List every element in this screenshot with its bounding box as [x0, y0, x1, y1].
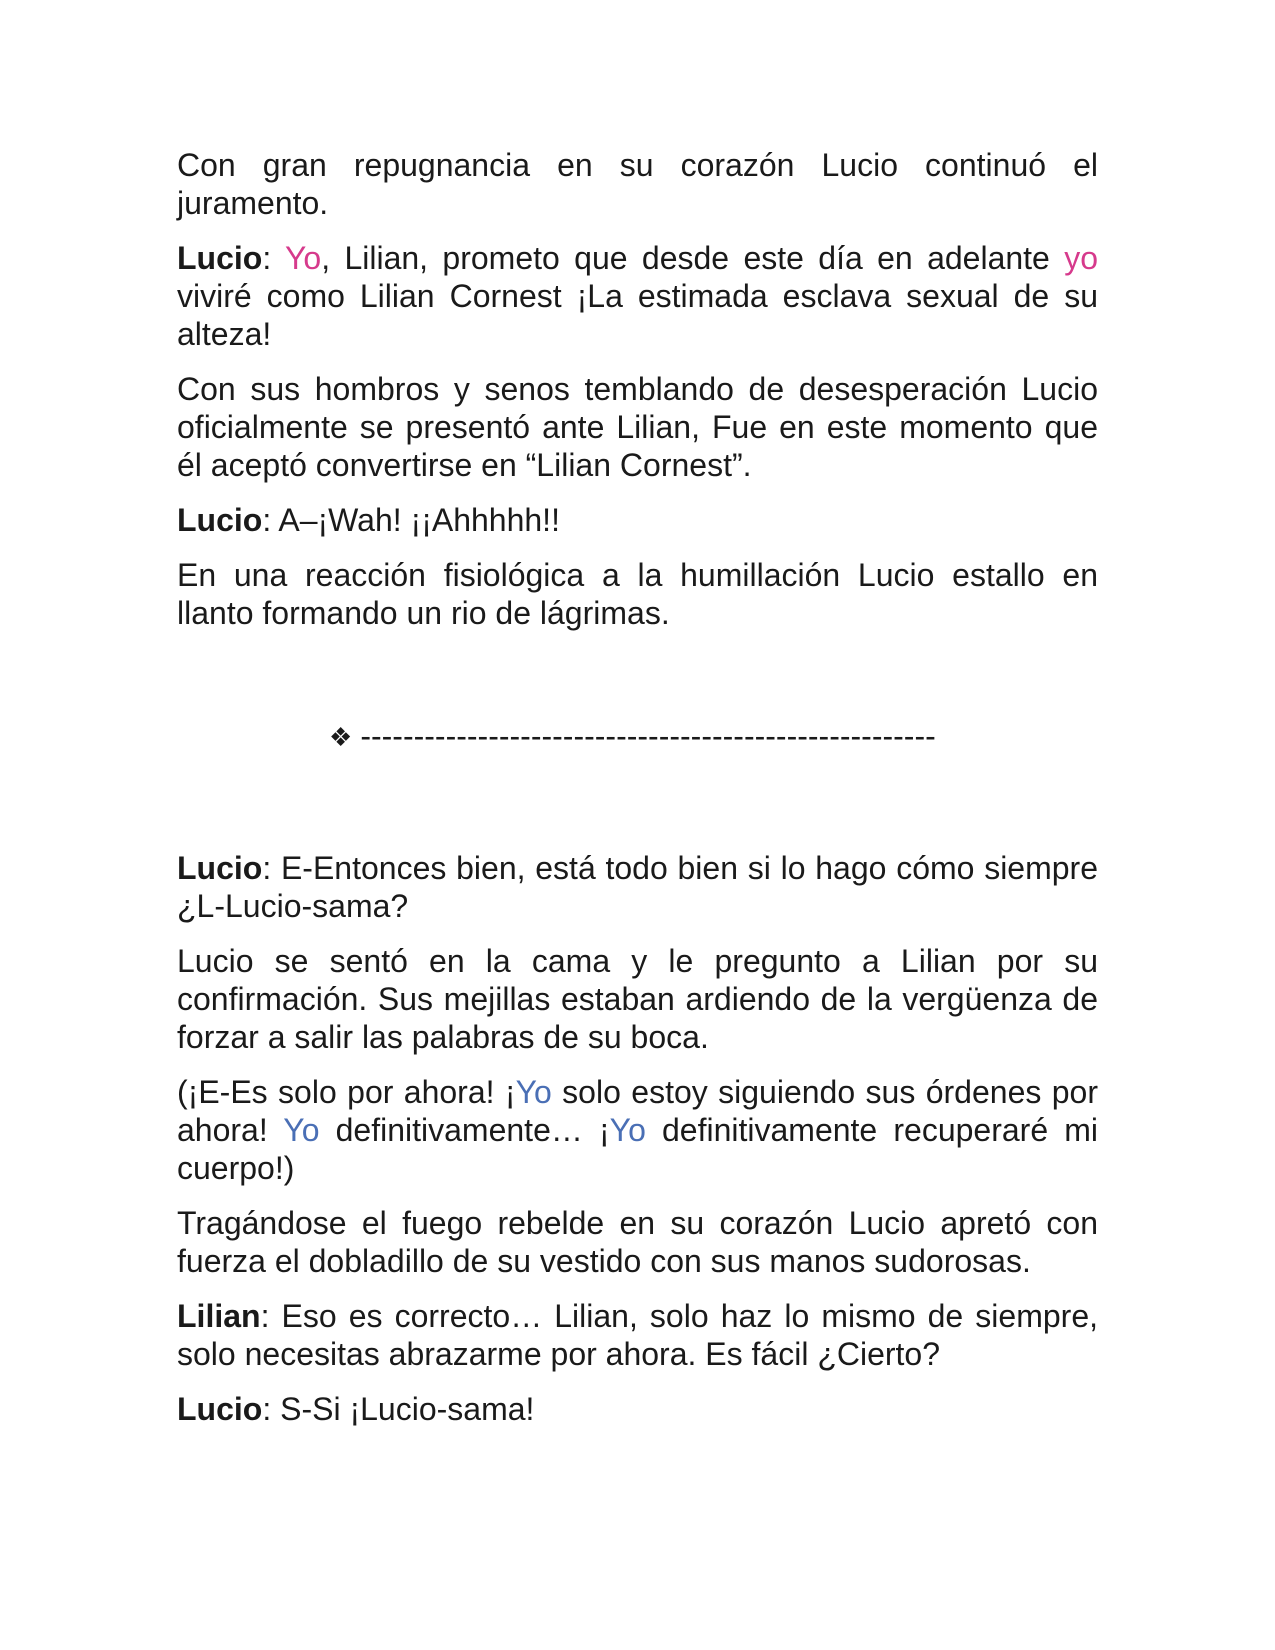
- narration-paragraph: Con sus hombros y senos temblando de desesperación Lucio oficialmente se presentó ante Lilian, Fue en este momento que él aceptó convertirse en “Lilian Cornest”.: [177, 371, 1098, 483]
- thought-text: definitivamente… ¡: [319, 1112, 610, 1148]
- dialogue-paragraph: [177, 849, 1098, 925]
- dialogue-paragraph: [177, 501, 1098, 539]
- highlighted-word: Yo: [609, 1112, 646, 1148]
- dialogue-text: : S-Si ¡Lucio-sama!: [262, 1391, 535, 1427]
- highlighted-word: yo: [1064, 240, 1099, 276]
- dialogue-colon: :: [262, 240, 285, 276]
- speaker-name: Lucio: [177, 850, 263, 886]
- dialogue-paragraph: [177, 239, 1098, 353]
- narration-paragraph: En una reacción fisiológica a la humillación Lucio estallo en llanto formando un rio de lágrimas.: [177, 557, 1098, 631]
- narration-paragraph: Tragándose el fuego rebelde en su corazón Lucio apretó con fuerza el dobladillo de su vestido con sus manos sudorosas.: [177, 1205, 1098, 1279]
- speaker-name: Lucio: [177, 240, 263, 276]
- separator-line: [329, 717, 936, 756]
- speaker-name: Lilian: [177, 1298, 261, 1334]
- inner-thought-paragraph: [177, 1073, 1098, 1187]
- dashed-rule: ------------------------------------------------------: [360, 718, 936, 754]
- scene-separator: [177, 649, 1098, 849]
- dialogue-paragraph: [177, 1390, 1098, 1428]
- speaker-name: Lucio: [177, 502, 263, 538]
- dialogue-paragraph: [177, 1297, 1098, 1373]
- thought-text: solo estoy siguiendo sus órdenes por ahora!: [177, 1074, 1099, 1148]
- dialogue-text: : Eso es correcto… Lilian, solo haz lo mismo de siempre, solo necesitas abrazarme por ahora. Es fácil ¿Cierto?: [177, 1298, 1098, 1372]
- narration-paragraph: Con gran repugnancia en su corazón Lucio continuó el juramento.: [177, 147, 1098, 221]
- thought-text: definitivamente recuperaré mi cuerpo!): [177, 1112, 1099, 1186]
- diamond-ornament-icon: ❖: [329, 722, 353, 752]
- narration-paragraph: Lucio se sentó en la cama y le pregunto a Lilian por su confirmación. Sus mejillas estaban ardiendo de la vergüenza de forzar a salir las palabras de su boca.: [177, 943, 1098, 1055]
- dialogue-text: : E-Entonces bien, está todo bien si lo hago cómo siempre ¿L-Lucio-sama?: [177, 850, 1098, 924]
- speaker-name: Lucio: [177, 1391, 263, 1427]
- document-page: [177, 146, 1098, 1445]
- dialogue-text: : A–¡Wah! ¡¡Ahhhhh!!: [262, 502, 560, 538]
- dialogue-text: viviré como Lilian Cornest ¡La estimada esclava sexual de su alteza!: [177, 278, 1098, 352]
- highlighted-word: Yo: [283, 1112, 320, 1148]
- highlighted-word: Yo: [515, 1074, 552, 1110]
- thought-text: (¡E-Es solo por ahora! ¡: [177, 1074, 516, 1110]
- dialogue-text: , Lilian, prometo que desde este día en adelante: [321, 240, 1065, 276]
- highlighted-word: Yo: [285, 240, 322, 276]
